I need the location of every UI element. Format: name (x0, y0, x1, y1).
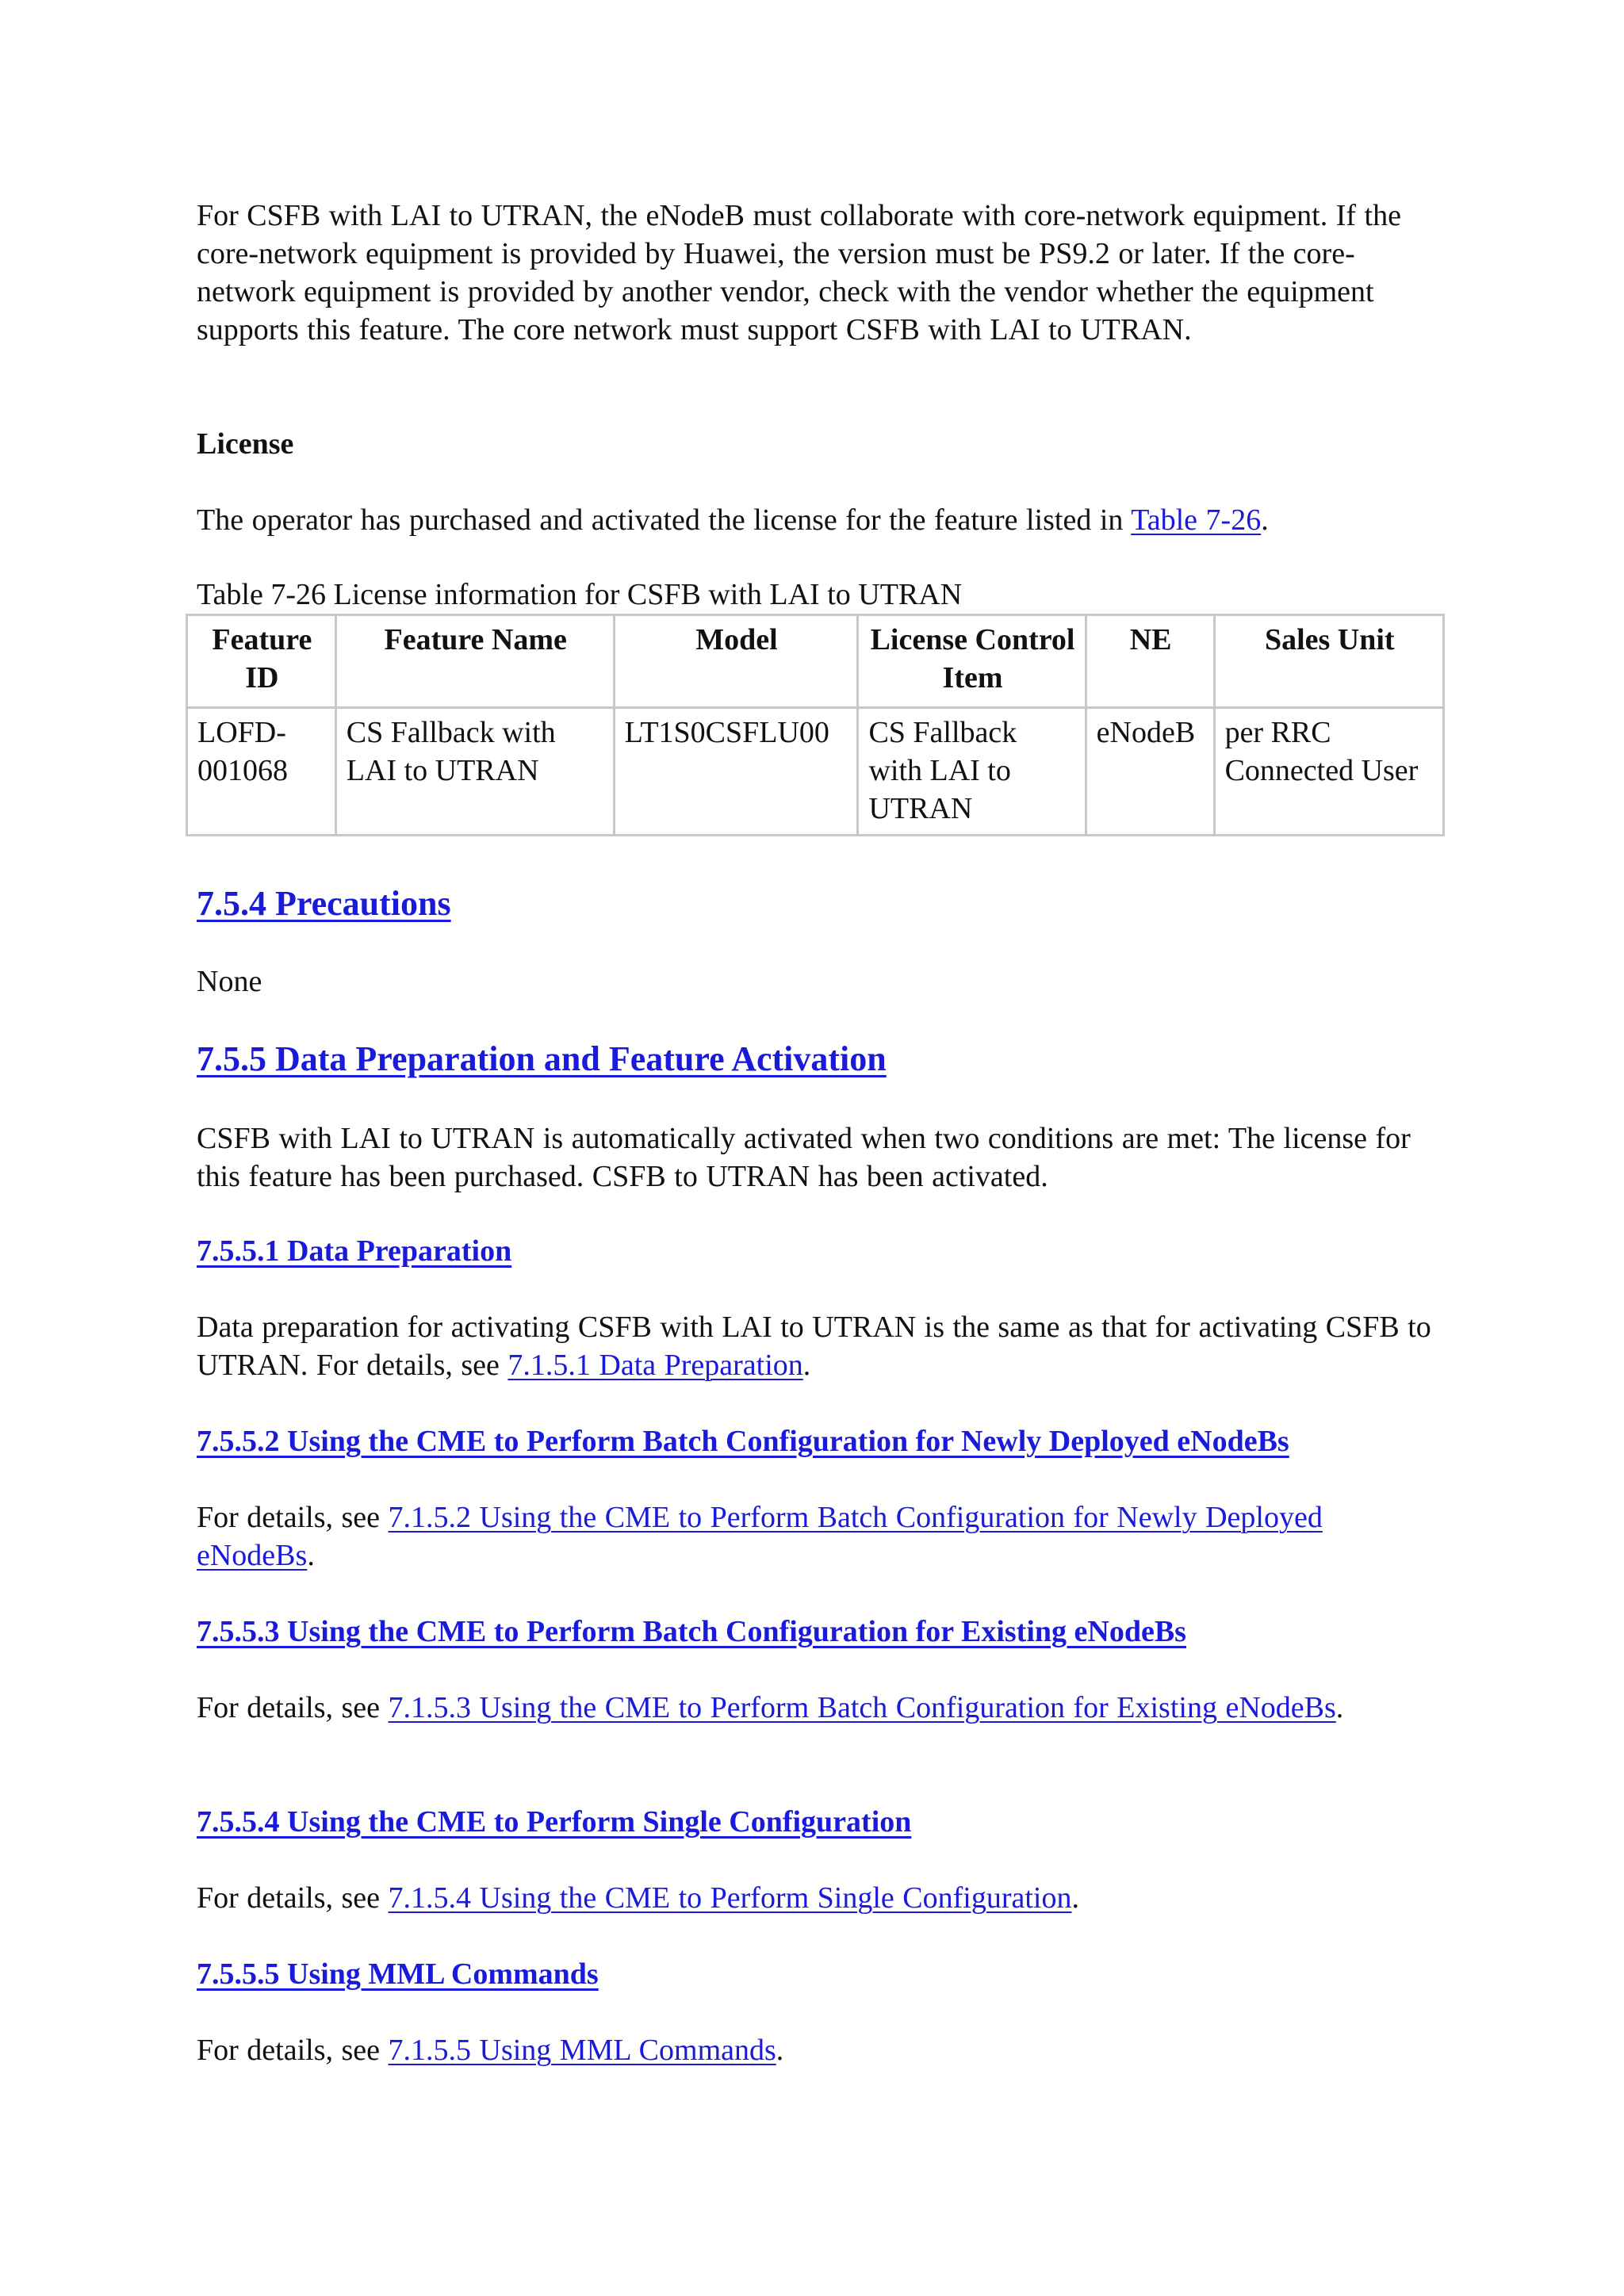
section-link[interactable]: 7.1.5.5 Using MML Commands (388, 2034, 776, 2067)
section-3-text-block (197, 1689, 1446, 1727)
section-2-heading-block (197, 1422, 1446, 1460)
license-heading-block (197, 425, 1446, 463)
table-7-26-link[interactable]: Table 7-26 (1131, 503, 1262, 537)
header-feature-name: Feature Name (335, 615, 614, 708)
activation-text-block (197, 1119, 1446, 1196)
section-link[interactable]: 7.1.5.2 Using the CME to Perform Batch Configuration for Newly Deployed eNodeBs (197, 1501, 1323, 1572)
section-text-after: . (1335, 1691, 1344, 1724)
cell-license-control-item: CS Fallback with LAI to UTRAN (858, 708, 1086, 836)
activation-text: CSFB with LAI to UTRAN is automatically activated when two conditions are met: The license for this feature has been purchased. CSFB to UTRAN has been activated. (197, 1122, 1411, 1193)
section-paragraph (197, 1689, 1446, 1727)
license-table (186, 614, 1445, 836)
section-4-text-block (197, 1879, 1446, 1917)
header-ne: NE (1086, 615, 1214, 708)
section-text-before: For details, see (197, 1881, 389, 1915)
activation-heading[interactable]: 7.5.5 Data Preparation and Feature Activation (197, 1039, 887, 1078)
header-feature-id: Feature ID (187, 615, 336, 708)
section-text-after: . (1071, 1881, 1079, 1915)
section-text-after: . (307, 1539, 315, 1572)
license-paragraph-block (197, 501, 1446, 539)
section-text-after: . (802, 1349, 811, 1382)
section-heading[interactable]: 7.5.5.2 Using the CME to Perform Batch Configuration for Newly Deployed eNodeBs (197, 1425, 1289, 1458)
section-2-text-block (197, 1498, 1446, 1575)
activation-heading-block (197, 1037, 1446, 1081)
precautions-text: None (197, 965, 262, 998)
header-sales-unit: Sales Unit (1214, 615, 1443, 708)
section-paragraph (197, 2031, 1446, 2069)
section-text-after: . (776, 2034, 784, 2067)
license-text-after: . (1261, 503, 1269, 537)
section-paragraph (197, 1879, 1446, 1917)
section-text-before: For details, see (197, 1691, 389, 1724)
license-heading: License (197, 427, 294, 461)
section-link[interactable]: 7.1.5.4 Using the CME to Perform Single Configuration (388, 1881, 1072, 1915)
header-model: Model (614, 615, 858, 708)
cell-feature-name: CS Fallback with LAI to UTRAN (335, 708, 614, 836)
section-heading[interactable]: 7.5.5.4 Using the CME to Perform Single Configuration (197, 1805, 912, 1839)
section-link[interactable]: 7.1.5.3 Using the CME to Perform Batch Configuration for Existing eNodeBs (388, 1691, 1336, 1724)
license-text-before: The operator has purchased and activated the license for the feature listed in (197, 503, 1132, 537)
section-text-before: Data preparation for activating CSFB with LAI to UTRAN is the same as that for activating CSFB to UTRAN. For details, see (197, 1311, 1431, 1382)
section-5-text-block (197, 2031, 1446, 2069)
section-paragraph (197, 1498, 1446, 1575)
table-caption: Table 7-26 License information for CSFB with LAI to UTRAN (197, 578, 963, 611)
section-4-heading-block (197, 1803, 1446, 1841)
cell-feature-id: LOFD-001068 (187, 708, 336, 836)
section-paragraph (197, 1308, 1446, 1384)
cell-sales-unit: per RRC Connected User (1214, 708, 1443, 836)
table-caption-block (197, 576, 1446, 614)
section-text-before: For details, see (197, 2034, 389, 2067)
license-table-block (197, 614, 1446, 836)
section-heading[interactable]: 7.5.5.1 Data Preparation (197, 1234, 512, 1268)
license-paragraph (197, 501, 1446, 539)
section-1-text-block (197, 1308, 1446, 1384)
precautions-heading[interactable]: 7.5.4 Precautions (197, 884, 451, 923)
precautions-text-block (197, 962, 1446, 1001)
section-5-heading-block (197, 1955, 1446, 1993)
table-row (187, 708, 1444, 836)
header-license-control-item: License Control Item (858, 615, 1086, 708)
section-link[interactable]: 7.1.5.1 Data Preparation (508, 1349, 803, 1382)
section-3-heading-block (197, 1613, 1446, 1651)
cell-model: LT1S0CSFLU00 (614, 708, 858, 836)
section-heading[interactable]: 7.5.5.3 Using the CME to Perform Batch Configuration for Existing eNodeBs (197, 1615, 1186, 1648)
section-heading[interactable]: 7.5.5.5 Using MML Commands (197, 1957, 599, 1991)
table-header-row (187, 615, 1444, 708)
intro-block (197, 197, 1446, 349)
section-1-heading-block (197, 1232, 1446, 1270)
cell-ne: eNodeB (1086, 708, 1214, 836)
intro-paragraph: For CSFB with LAI to UTRAN, the eNodeB must collaborate with core-network equipment. If the core-network equipment is provided by Huawei, the version must be PS9.2 or later. If the core-network equipment is provided by another vendor, check with the vendor whether the equipment supports this feature. The core network must support CSFB with LAI to UTRAN. (197, 199, 1401, 346)
precautions-heading-block (197, 882, 1446, 926)
section-text-before: For details, see (197, 1501, 389, 1534)
